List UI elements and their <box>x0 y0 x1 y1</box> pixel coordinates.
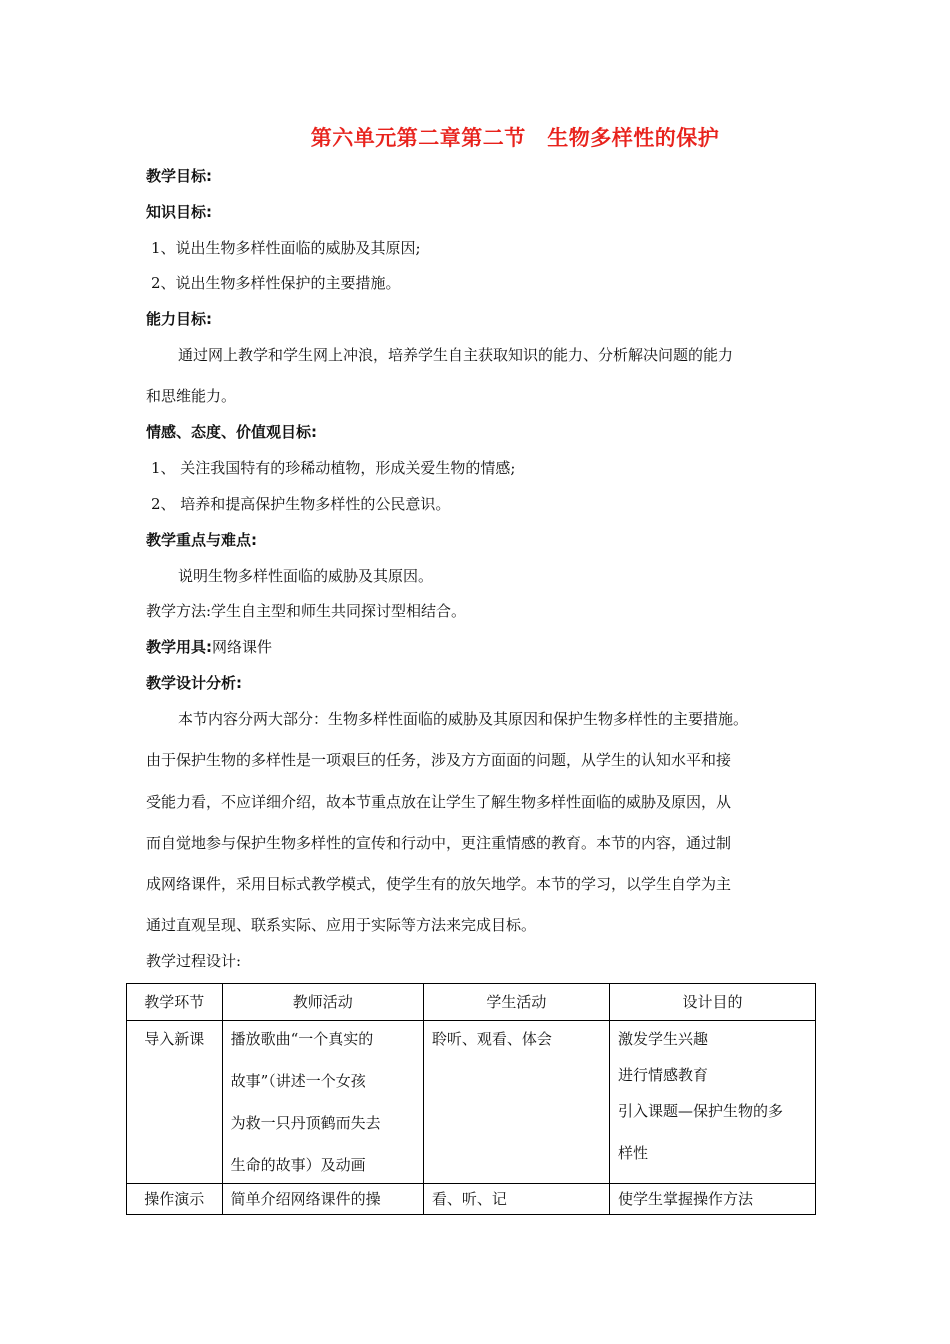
document-title: 第六单元第二章第二节 生物多样性的保护 <box>310 126 720 150</box>
cell-line: 生命的故事）及动画 <box>230 1156 366 1174</box>
knowledge-item-2: 2、说出生物多样性保护的主要措施。 <box>151 274 401 292</box>
cell-teacher: 简单介绍网络课件的操 <box>222 1184 423 1215</box>
ability-line-1: 通过网上教学和学生网上冲浪，培养学生自主获取知识的能力、分析解决问题的能力 <box>178 346 734 364</box>
cell-line: 引入课题—保护生物的多 <box>618 1102 784 1120</box>
cell-line: 播放歌曲“一个真实的 <box>230 1030 374 1048</box>
cell-purpose: 使学生掌握操作方法 <box>610 1184 816 1215</box>
cell-student: 看、听、记 <box>423 1184 609 1215</box>
table-header-row <box>127 984 816 1021</box>
header-purpose: 设计目的 <box>610 984 816 1021</box>
design-line-6: 通过直观呈现、联系实际、应用于实际等方法来完成目标。 <box>146 916 537 934</box>
tools-line <box>146 636 272 657</box>
design-line-5: 成网络课件，采用目标式教学模式，使学生有的放矢地学。本节的学习，以学生自学为主 <box>146 875 732 893</box>
header-teacher: 教师活动 <box>222 984 423 1021</box>
header-stage: 教学环节 <box>127 984 223 1021</box>
key-text: 说明生物多样性面临的威胁及其原因。 <box>178 567 434 585</box>
tools-label: 教学用具: <box>146 638 212 656</box>
cell-line: 进行情感教育 <box>618 1066 709 1084</box>
cell-line: 样性 <box>618 1144 649 1162</box>
ability-heading: 能力目标: <box>146 310 212 328</box>
table-row <box>127 1021 816 1184</box>
knowledge-item-1: 1、说出生物多样性面临的威胁及其原因; <box>151 239 421 257</box>
method-text: 教学方法:学生自主型和师生共同探讨型相结合。 <box>146 602 467 620</box>
cell-line: 故事”（讲述一个女孩 <box>230 1072 366 1090</box>
emotion-item-1: 1、 关注我国特有的珍稀动植物，形成关爱生物的情感; <box>151 459 516 477</box>
process-heading: 教学过程设计: <box>146 952 242 970</box>
design-line-3: 受能力看，不应详细介绍，故本节重点放在让学生了解生物多样性面临的威胁及原因，从 <box>146 793 732 811</box>
design-heading: 教学设计分析: <box>146 674 242 692</box>
cell-teacher <box>222 1021 423 1184</box>
design-line-4: 而自觉地参与保护生物多样性的宣传和行动中，更注重情感的教育。本节的内容，通过制 <box>146 834 732 852</box>
ability-line-2: 和思维能力。 <box>146 387 237 405</box>
design-line-2: 由于保护生物的多样性是一项艰巨的任务，涉及方方面面的问题，从学生的认知水平和接 <box>146 751 732 769</box>
header-student: 学生活动 <box>423 984 609 1021</box>
emotion-item-2: 2、 培养和提高保护生物多样性的公民意识。 <box>151 495 451 513</box>
knowledge-heading: 知识目标: <box>146 203 212 221</box>
cell-line: 为救一只丹顶鹤而失去 <box>230 1114 381 1132</box>
key-heading: 教学重点与难点: <box>146 531 257 549</box>
cell-student: 聆听、观看、体会 <box>423 1021 609 1184</box>
table-row <box>127 1184 816 1215</box>
cell-purpose <box>610 1021 816 1184</box>
cell-stage: 导入新课 <box>127 1021 223 1184</box>
goals-heading: 教学目标: <box>146 167 212 185</box>
design-line-1: 本节内容分两大部分：生物多样性面临的威胁及其原因和保护生物多样性的主要措施。 <box>178 710 749 728</box>
tools-value: 网络课件 <box>212 638 273 656</box>
process-table <box>126 983 816 1215</box>
cell-stage: 操作演示 <box>127 1184 223 1215</box>
emotion-heading: 情感、态度、价值观目标: <box>146 423 317 441</box>
cell-line: 激发学生兴趣 <box>618 1030 709 1048</box>
